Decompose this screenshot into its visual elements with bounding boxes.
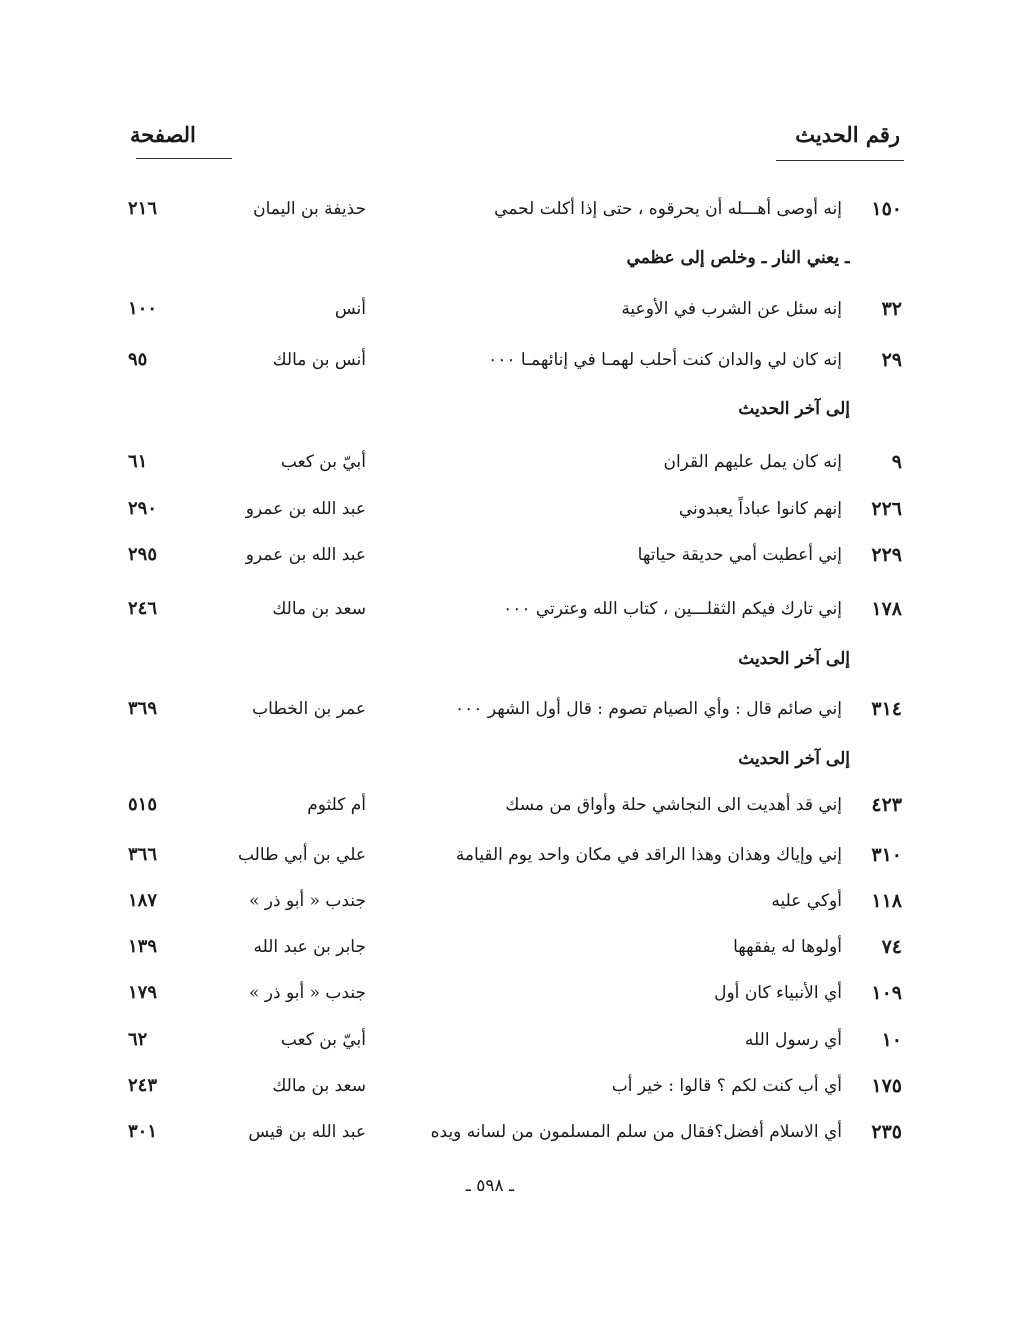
table-row	[0, 641, 1020, 681]
narrator-name: حذيفة بن اليمان	[253, 199, 366, 219]
hadith-number: ٢٩	[881, 349, 902, 371]
hadith-text: إني أعطيت أمي حديقة حياتها	[637, 545, 842, 565]
table-row	[0, 291, 1020, 331]
hadith-number: ٢٢٦	[871, 498, 902, 520]
narrator-name: أم كلثوم	[307, 795, 366, 815]
page-reference: ٢٤٣	[128, 1075, 158, 1096]
page-reference: ٢٤٦	[128, 598, 158, 619]
hadith-number: ٣٢	[881, 298, 902, 320]
page-reference: ٣٦٦	[128, 844, 158, 865]
narrator-name: أبيّ بن كعب	[280, 452, 366, 472]
page-reference: ١٣٩	[128, 936, 158, 957]
narrator-name: جندب « أبو ذر »	[249, 983, 366, 1003]
table-row	[0, 883, 1020, 923]
narrator-name: عبد الله بن قيس	[248, 1122, 366, 1142]
table-row	[0, 491, 1020, 531]
table-row	[0, 1068, 1020, 1108]
hadith-number: ١٠٩	[871, 982, 902, 1004]
hadith-text: إنه أوصى أهـــله أن يحرقوه ، حتى إذا أكلت لحمي	[494, 199, 842, 219]
hadith-number: ٧٤	[881, 936, 902, 958]
hadith-number: ٣١٤	[871, 698, 902, 720]
page-reference: ١٠٠	[128, 298, 158, 319]
table-row	[0, 929, 1020, 969]
table-row	[0, 787, 1020, 827]
page-reference: ٢٩٥	[128, 544, 158, 565]
hadith-text-continuation: إلى آخر الحديث	[738, 399, 850, 419]
hadith-text: إني قد أهديت الى النجاشي حلة وأواق من مسك	[505, 795, 842, 815]
page-reference: ٣٦٩	[128, 698, 158, 719]
narrator-name: سعد بن مالك	[272, 1076, 366, 1096]
page-reference: ٥١٥	[128, 794, 158, 815]
hadith-text: إنهم كانوا عباداً يعبدوني	[678, 499, 842, 519]
narrator-name: أبيّ بن كعب	[280, 1030, 366, 1050]
hadith-text: أوكي عليه	[771, 891, 842, 911]
hadith-text: أي الأنبياء كان أول	[714, 983, 842, 1003]
table-row	[0, 691, 1020, 731]
hadith-text: أي رسول الله	[744, 1030, 842, 1050]
table-row	[0, 591, 1020, 631]
hadith-number: ٢٢٩	[871, 544, 902, 566]
page-reference: ٣٠١	[128, 1121, 158, 1142]
table-row	[0, 837, 1020, 877]
header-hadith-number: رقم الحديث	[795, 122, 900, 147]
table-row	[0, 741, 1020, 781]
table-row	[0, 444, 1020, 484]
narrator-name: عمر بن الخطاب	[252, 699, 366, 719]
narrator-name: أنس	[334, 299, 366, 319]
narrator-name: جابر بن عبد الله	[253, 937, 366, 957]
table-row	[0, 191, 1020, 231]
narrator-name: سعد بن مالك	[272, 599, 366, 619]
page-reference: ٢٩٠	[128, 498, 158, 519]
hadith-number: ١١٨	[871, 890, 902, 912]
hadith-number: ٣١٠	[871, 844, 902, 866]
hadith-text: إنه كان يمل عليهم القران	[663, 452, 842, 472]
table-row	[0, 342, 1020, 382]
hadith-text-continuation: إلى آخر الحديث	[738, 749, 850, 769]
hadith-text: إني تارك فيكم الثقلـــين ، كتاب الله وعترتي ٠٠٠	[503, 599, 842, 619]
table-row	[0, 391, 1020, 431]
narrator-name: عبد الله بن عمرو	[245, 545, 366, 565]
hadith-number: ٢٣٥	[871, 1121, 902, 1143]
narrator-name: أنس بن مالك	[272, 350, 366, 370]
hadith-text: إنه كان لي والدان كنت أحلب لهمـا في إنائهمـا ٠٠٠	[488, 350, 842, 370]
narrator-name: علي بن أبي طالب	[237, 845, 366, 865]
page-reference: ٩٥	[128, 349, 148, 370]
table-row	[0, 975, 1020, 1015]
hadith-number: ٤٢٣	[871, 794, 902, 816]
page-reference: ١٧٩	[128, 982, 158, 1003]
hadith-number: ١٧٥	[871, 1075, 902, 1097]
narrator-name: جندب « أبو ذر »	[249, 891, 366, 911]
hadith-text: أولوها له يفقهها	[733, 937, 842, 957]
hadith-text: إني وإياك وهذان وهذا الراقد في مكان واحد يوم القيامة	[455, 845, 842, 865]
narrator-name: عبد الله بن عمرو	[245, 499, 366, 519]
page-reference: ٦٢	[128, 1029, 148, 1050]
table-row	[0, 240, 1020, 280]
hadith-number: ١٠	[881, 1029, 902, 1051]
hadith-number: ٩	[891, 451, 902, 473]
hadith-text: أي الاسلام أفضل؟فقال من سلم المسلمون من لسانه ويده	[430, 1122, 842, 1142]
hadith-text: إنه سئل عن الشرب في الأوعية	[621, 299, 842, 319]
table-row	[0, 537, 1020, 577]
hadith-text-continuation: ـ يعني النار ـ وخلص إلى عظمي	[626, 248, 850, 268]
header-page: الصفحة	[130, 122, 196, 147]
hadith-number: ١٥٠	[871, 198, 902, 220]
hadith-text-continuation: إلى آخر الحديث	[738, 649, 850, 669]
hadith-number: ١٧٨	[871, 598, 902, 620]
table-row	[0, 1022, 1020, 1062]
page-reference: ٦١	[128, 451, 148, 472]
table-row	[0, 1114, 1020, 1154]
hadith-text: أي أب كنت لكم ؟ قالوا : خير أب	[611, 1076, 842, 1096]
page-number: ـ ٥٩٨ ـ	[465, 1176, 515, 1196]
hadith-text: إني صائم قال : وأي الصيام تصوم : قال أول الشهر ٠٠٠	[455, 699, 842, 719]
page-reference: ١٨٧	[128, 890, 158, 911]
page-reference: ٢١٦	[128, 198, 158, 219]
